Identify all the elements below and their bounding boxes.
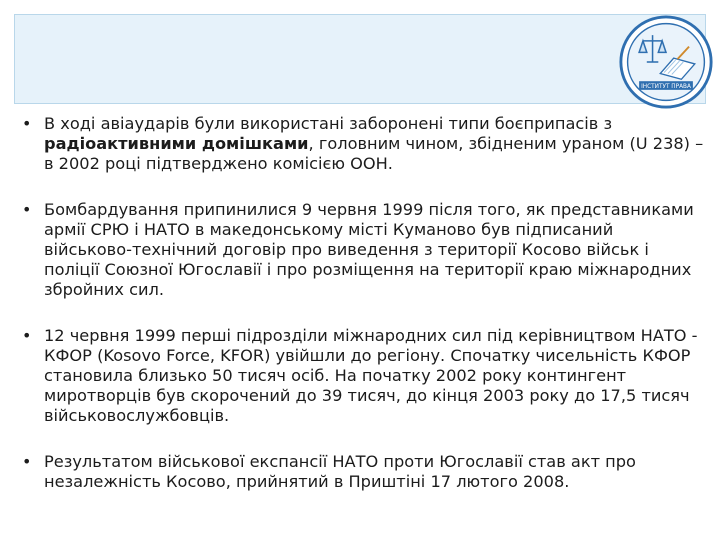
bullet-text (44, 114, 706, 174)
bullet-text-emphasis: радіоактивними домішками (44, 134, 309, 153)
list-item (22, 326, 706, 426)
university-seal-icon (618, 14, 714, 110)
bullet-text-part: В ході авіаударів були використані заборонені типи боєприпасів з (44, 114, 613, 133)
bullet-text: 12 червня 1999 перші підрозділи міжнародних сил під керівництвом НАТО - КФОР (Kosovo Force, KFOR) увійшли до регіону. Спочатку чисельність КФОР становила близько 50 тисяч осіб. На початку 2002 року контингент миротворців був скорочений до 39 тисяч, до кінця 2003 року до 17,5 тисяч військовослужбовців. (44, 326, 698, 425)
bullet-text-part: , головним чином, збідненим ураном (U 238) – в 2002 році підтверджено комісією ООН. (44, 134, 704, 173)
bullet-text: Результатом військової експансії НАТО проти Югославії став акт про незалежність Косово, прийнятий в Приштіні 17 лютого 2008. (44, 452, 636, 491)
bullet-icon: • (22, 326, 32, 345)
bullet-list (22, 114, 706, 492)
bullet-icon: • (22, 452, 32, 471)
list-item (22, 114, 706, 174)
logo-text: ІНСТИТУТ ПРАВА (641, 83, 691, 90)
header-band (14, 14, 706, 104)
bullet-text: Бомбардування припинилися 9 червня 1999 після того, як представниками армії СРЮ і НАТО в македонському місті Куманово був підписаний військово-технічний договір про виведення з території Косово військ і поліції Союзної Югославії і про розміщення на території краю міжнародних збройних сил. (44, 200, 694, 299)
list-item (22, 452, 706, 492)
list-item (22, 200, 706, 300)
bullet-icon: • (22, 200, 32, 219)
bullet-icon: • (22, 114, 32, 133)
